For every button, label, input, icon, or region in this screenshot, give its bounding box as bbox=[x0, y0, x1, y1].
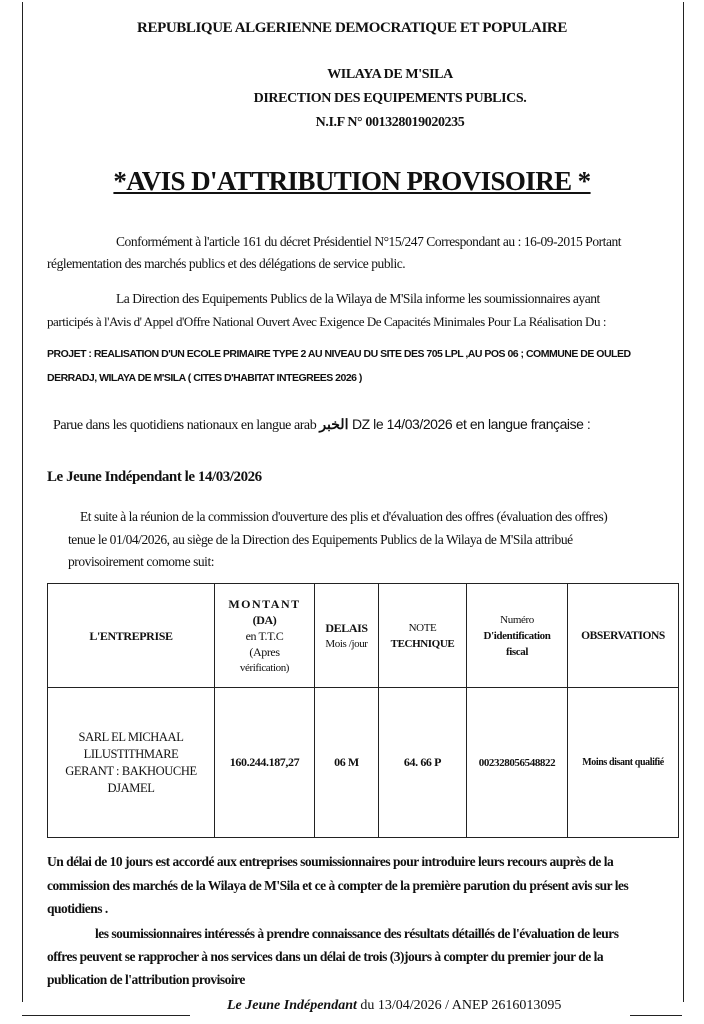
header-text: MONTANT bbox=[228, 596, 301, 611]
header-montant bbox=[215, 584, 315, 688]
cell-montant: 160.244.187,27 bbox=[215, 688, 315, 838]
footer-publication bbox=[227, 998, 561, 1014]
footer-ref: du 13/04/2026 / ANEP 2616013095 bbox=[356, 998, 562, 1013]
header-text: (Apres bbox=[249, 644, 280, 659]
header-text: Numéro bbox=[500, 613, 534, 626]
nif-heading: N.I.F N° 001328019020235 bbox=[315, 115, 465, 130]
footer-rule-left bbox=[22, 1015, 190, 1016]
cell-text: GERANT : BAKHOUCHE bbox=[65, 763, 197, 778]
cell-text: LILUSTITHMARE bbox=[83, 746, 179, 761]
header-text: en T.T.C bbox=[245, 628, 284, 643]
header-text: vérification) bbox=[239, 661, 290, 674]
header-observations: OBSERVATIONS bbox=[568, 584, 679, 688]
arabic-newspaper: الخبر bbox=[319, 418, 349, 433]
header-delais bbox=[315, 584, 379, 688]
consultation-line: les soumissionnaires intéressés à prendre connaissance des résultats détaillés de l'évaluation de leurs bbox=[95, 926, 619, 941]
recourse-line: Un délai de 10 jours est accordé aux entreprises soumissionnaires pour introduire leurs recours auprès de la bbox=[47, 854, 614, 869]
cell-observations: Moins disant qualifié bbox=[568, 688, 679, 838]
header-nif bbox=[467, 584, 568, 688]
paragraph-line: Conformément à l'article 161 du décret Présidentiel N°15/247 Correspondant au : 16-09-2015 Portant bbox=[116, 234, 622, 249]
consultation-line: publication de l'attribution provisoire bbox=[47, 972, 245, 987]
table-row bbox=[48, 688, 679, 838]
cell-text: SARL EL MICHAAL bbox=[78, 729, 184, 744]
header-text: TECHNIQUE bbox=[390, 637, 455, 650]
recourse-line: commission des marchés de la Wilaya de M'Sila et ce à compter de la première parution du présent avis sur les bbox=[47, 878, 629, 893]
recourse-line: quotidiens . bbox=[47, 901, 108, 916]
footer-rule-right bbox=[630, 1015, 682, 1016]
cell-delais: 06 M bbox=[315, 688, 379, 838]
header-text: NOTE bbox=[408, 621, 437, 634]
paragraph-line: provisoirement comome suit: bbox=[68, 554, 215, 569]
republic-heading: REPUBLIQUE ALGERIENNE DEMOCRATIQUE ET POPULAIRE bbox=[137, 20, 567, 36]
consultation-line: offres peuvent se rapprocher à nos services dans un délai de trois (3)jours à compter du premier jour de la bbox=[47, 949, 604, 964]
cell-text: DJAMEL bbox=[107, 780, 155, 795]
header-text: D'identification bbox=[483, 629, 551, 642]
attribution-table bbox=[47, 583, 679, 838]
page-title: *AVIS D'ATTRIBUTION PROVISOIRE * bbox=[113, 166, 591, 196]
cell-note: 64. 66 P bbox=[379, 688, 467, 838]
parue-prefix: Parue dans les quotidiens nationaux en langue arab bbox=[53, 418, 317, 433]
paragraph-line: participés à l'Avis d' Appel d'Offre National Ouvert Avec Exigence De Capacités Minimales Pour La Réalisation Du : bbox=[47, 314, 606, 329]
header-text: Mois /jour bbox=[325, 637, 368, 650]
project-line: DERRADJ, WILAYA DE M'SILA ( CITES D'HABITAT INTEGREES 2026 ) bbox=[47, 372, 362, 384]
header-text: (DA) bbox=[252, 612, 277, 627]
table-header-row bbox=[48, 584, 679, 688]
cell-entreprise bbox=[48, 688, 215, 838]
wilaya-heading: WILAYA DE M'SILA bbox=[327, 67, 453, 82]
direction-heading: DIRECTION DES EQUIPEMENTS PUBLICS. bbox=[253, 91, 527, 106]
paragraph-line: Et suite à la réunion de la commission d'ouverture des plis et d'évaluation des offres (évaluation des offres) bbox=[80, 509, 608, 524]
parue-line bbox=[53, 413, 590, 437]
paragraph-line: tenue le 01/04/2026, au siège de la Direction des Equipements Publics de la Wilaya de M'Sila attribué bbox=[68, 532, 573, 547]
header-entreprise: L'ENTREPRISE bbox=[48, 584, 215, 688]
header-note bbox=[379, 584, 467, 688]
header-text: fiscal bbox=[505, 645, 529, 658]
footer-newspaper: Le Jeune Indépendant bbox=[227, 998, 357, 1013]
jeune-independant-line: Le Jeune Indépendant le 14/03/2026 bbox=[47, 469, 262, 485]
project-line: PROJET : REALISATION D'UN ECOLE PRIMAIRE TYPE 2 AU NIVEAU DU SITE DES 705 LPL ,AU POS 06 ; COMMUNE DE OULED bbox=[47, 348, 631, 360]
header-text: DELAIS bbox=[325, 620, 368, 635]
paragraph-line: La Direction des Equipements Publics de la Wilaya de M'Sila informe les soumissionnaires ayant bbox=[116, 291, 600, 306]
paragraph-line: réglementation des marchés publics et des délégations de service public. bbox=[47, 256, 406, 271]
cell-nif: 002328056548822 bbox=[467, 688, 568, 838]
parue-suffix: DZ le 14/03/2026 et en langue française : bbox=[351, 416, 591, 432]
